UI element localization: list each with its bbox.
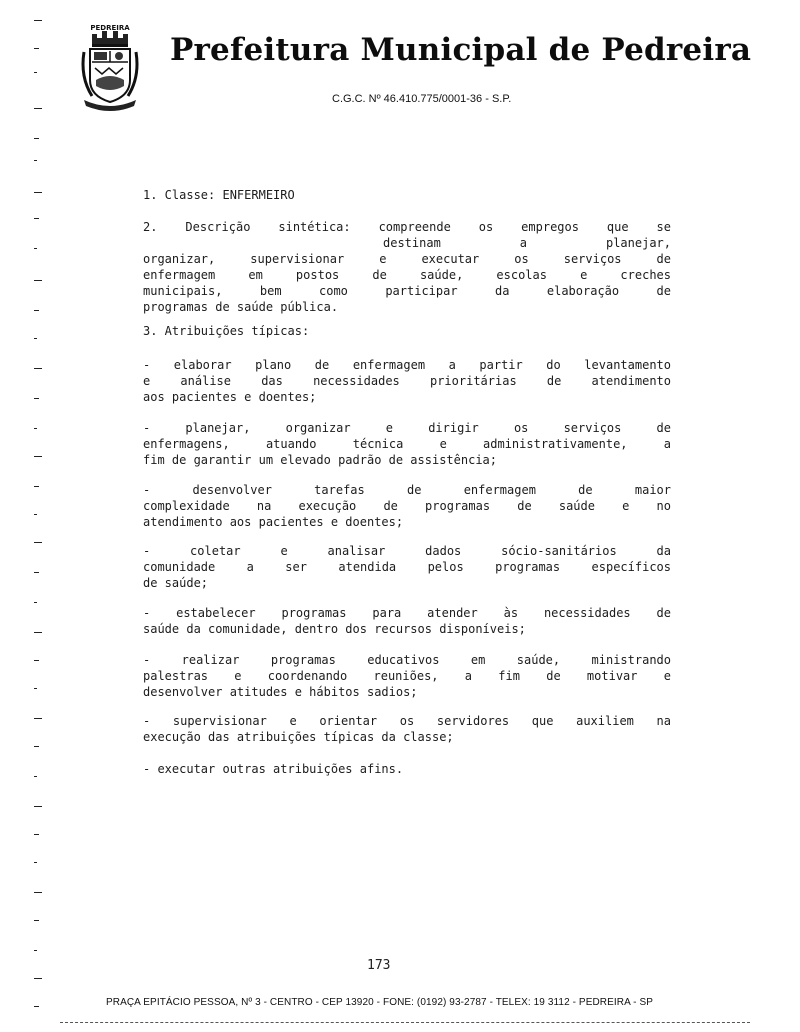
page-number: 173 bbox=[367, 958, 391, 973]
scan-speck bbox=[34, 218, 39, 219]
item-line: - estabelecer programas para atender às necessidades de bbox=[143, 606, 671, 620]
scan-speck bbox=[34, 746, 39, 747]
item-line: enfermagens, atuando técnica e administrativamente, a bbox=[143, 437, 671, 451]
scan-speck bbox=[34, 160, 37, 161]
scan-speck bbox=[34, 920, 39, 921]
scan-speck bbox=[34, 338, 37, 339]
descricao-line: municipais, bem como participar da elaboração de bbox=[143, 284, 671, 298]
scan-speck bbox=[34, 632, 42, 633]
item-line: - executar outras atribuições afins. bbox=[143, 762, 404, 776]
item-line: palestras e coordenando reuniões, a fim de motivar e bbox=[143, 669, 671, 683]
item-line: de saúde; bbox=[143, 576, 209, 590]
section-atribuicoes bbox=[143, 323, 671, 339]
scan-speck bbox=[34, 572, 39, 573]
scan-speck bbox=[34, 776, 37, 777]
scan-margin-marks bbox=[34, 20, 48, 1020]
list-item bbox=[143, 543, 671, 591]
item-line: - desenvolver tarefas de enfermagem de maior bbox=[143, 483, 671, 497]
scan-speck bbox=[34, 48, 39, 49]
list-item bbox=[143, 605, 671, 637]
scan-speck bbox=[34, 542, 42, 543]
bottom-divider bbox=[60, 1022, 750, 1023]
item-line: - planejar, organizar e dirigir os serviços de bbox=[143, 421, 671, 435]
item-line: fim de garantir um elevado padrão de assistência; bbox=[143, 453, 498, 467]
scan-speck bbox=[34, 398, 39, 399]
classe-heading: 1. Classe: ENFERMEIRO bbox=[143, 188, 295, 202]
scan-speck bbox=[34, 72, 37, 73]
list-item bbox=[143, 482, 671, 530]
scan-speck bbox=[34, 718, 42, 719]
scan-speck bbox=[34, 1006, 39, 1007]
section-descricao bbox=[143, 219, 671, 315]
scan-speck bbox=[34, 310, 39, 311]
scan-speck bbox=[34, 428, 37, 429]
crest-lettering: PEDREIRA bbox=[90, 24, 130, 32]
item-line: - supervisionar e orientar os servidores que auxiliem na bbox=[143, 714, 671, 728]
descricao-line: destinam a planejar, bbox=[383, 236, 671, 250]
footer-address: PRAÇA EPITÁCIO PESSOA, Nº 3 - CENTRO - CEP 13920 - FONE: (0192) 93-2787 - TELEX: 19 3112 - PEDREIRA - SP bbox=[106, 997, 654, 1008]
scan-speck bbox=[34, 602, 37, 603]
scan-speck bbox=[34, 950, 37, 951]
scan-speck bbox=[34, 138, 39, 139]
scan-speck bbox=[34, 978, 42, 979]
cgc-registration: C.G.C. Nº 46.410.775/0001-36 - S.P. bbox=[332, 93, 512, 105]
descricao-line: 2. Descrição sintética: compreende os empregos que se bbox=[143, 220, 671, 234]
list-item bbox=[143, 357, 671, 405]
item-line: saúde da comunidade, dentro dos recursos disponíveis; bbox=[143, 622, 526, 636]
item-line: e análise das necessidades prioritárias de atendimento bbox=[143, 374, 671, 388]
item-line: complexidade na execução de programas de saúde e no bbox=[143, 499, 671, 513]
section-classe bbox=[143, 187, 671, 203]
descricao-line: programas de saúde pública. bbox=[143, 300, 339, 314]
scan-speck bbox=[34, 368, 42, 369]
item-line: - elaborar plano de enfermagem a partir do levantamento bbox=[143, 358, 671, 372]
atribuicoes-heading: 3. Atribuições típicas: bbox=[143, 324, 310, 338]
list-item bbox=[143, 652, 671, 700]
scan-speck bbox=[34, 108, 42, 109]
scan-speck bbox=[34, 280, 42, 281]
scan-speck bbox=[34, 892, 42, 893]
descricao-line: organizar, supervisionar e executar os serviços de bbox=[143, 252, 671, 266]
scan-speck bbox=[34, 806, 42, 807]
item-line: execução das atribuições típicas da classe; bbox=[143, 730, 454, 744]
item-line: - coletar e analisar dados sócio-sanitários da bbox=[143, 544, 671, 558]
item-line: aos pacientes e doentes; bbox=[143, 390, 317, 404]
scan-speck bbox=[34, 660, 39, 661]
descricao-line: enfermagem em postos de saúde, escolas e creches bbox=[143, 268, 671, 282]
scan-speck bbox=[34, 20, 42, 21]
scan-speck bbox=[34, 862, 37, 863]
scan-speck bbox=[34, 834, 39, 835]
item-line: atendimento aos pacientes e doentes; bbox=[143, 515, 404, 529]
list-item bbox=[143, 761, 671, 777]
scan-speck bbox=[34, 514, 37, 515]
scan-speck bbox=[34, 486, 39, 487]
item-line: - realizar programas educativos em saúde, ministrando bbox=[143, 653, 671, 667]
scan-speck bbox=[34, 192, 42, 193]
scan-speck bbox=[34, 688, 37, 689]
list-item bbox=[143, 420, 671, 468]
coat-of-arms-logo bbox=[78, 22, 142, 112]
scan-speck bbox=[34, 456, 42, 457]
list-item bbox=[143, 713, 671, 745]
scan-speck bbox=[34, 248, 37, 249]
municipality-title: Prefeitura Municipal de Pedreira bbox=[170, 32, 752, 68]
item-line: desenvolver atitudes e hábitos sadios; bbox=[143, 685, 418, 699]
item-line: comunidade a ser atendida pelos programas específicos bbox=[143, 560, 671, 574]
